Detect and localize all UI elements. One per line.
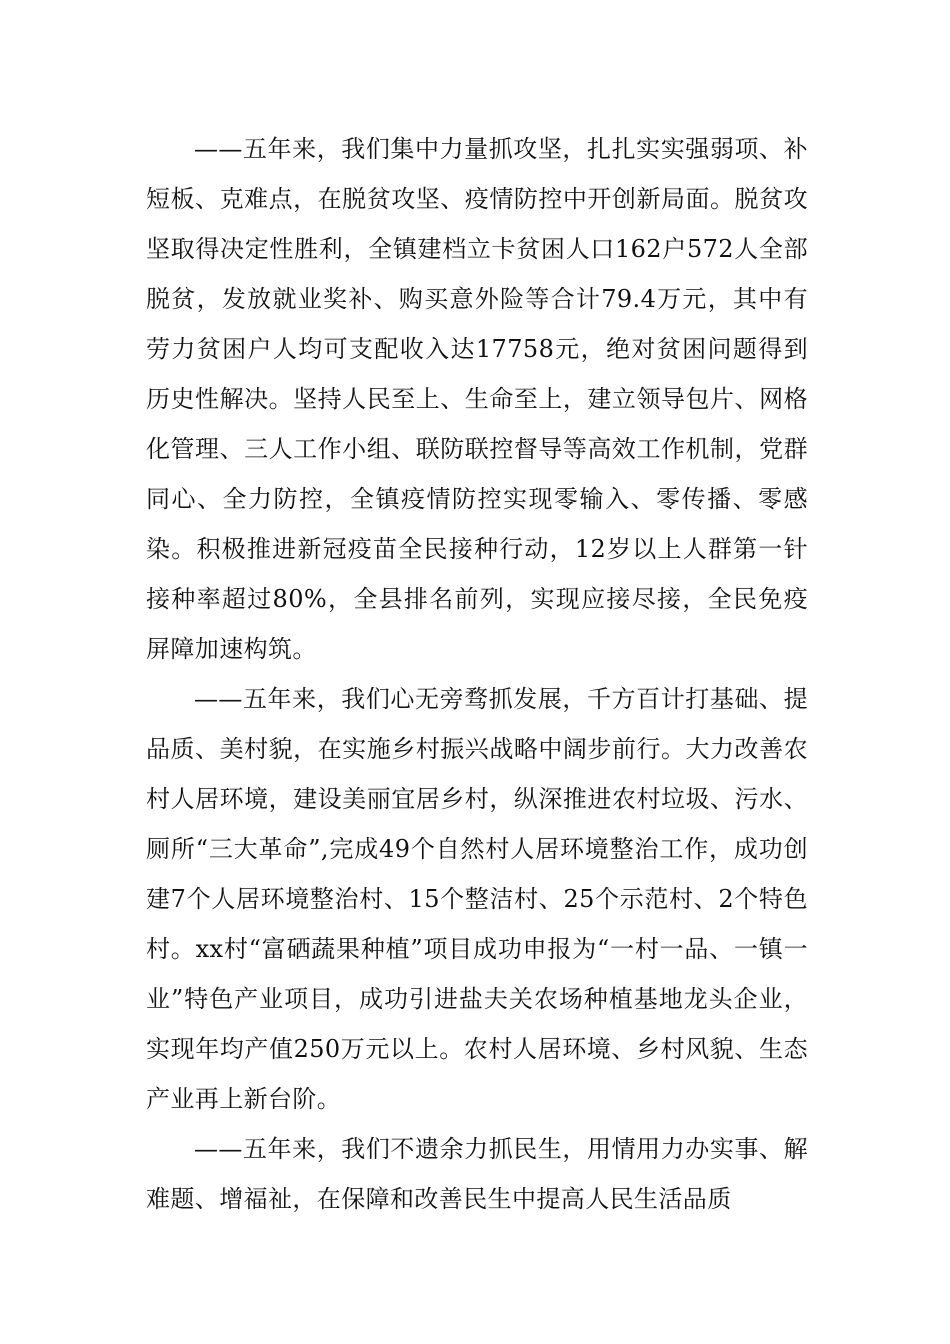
paragraph-poverty-epidemic: ——五年来，我们集中力量抓攻坚，扎扎实实强弱项、补短板、克难点，在脱贫攻坚、疫情防控中开创新局面。脱贫攻坚取得决定性胜利，全镇建档立卡贫困人口162户572人全部脱贫，发放就业奖补、购买意外险等合计79.4万元，其中有劳力贫困户人均可支配收入达17758元，绝对贫困问题得到历史性解决。坚持人民至上、生命至上，建立领导包片、网格化管理、三人工作小组、联防联控督导等高效工作机制，党群同心、全力防控，全镇疫情防控实现零输入、零传播、零感染。积极推进新冠疫苗全民接种行动，12岁以上人群第一针接种率超过80%，全县排名前列，实现应接尽接，全民免疫屏障加速构筑。 [146, 135, 808, 663]
document-page [146, 124, 808, 1324]
paragraph-livelihood: ——五年来，我们不遗余力抓民生，用情用力办实事、解难题、增福祉，在保障和改善民生中提高人民生活品质 [146, 1135, 808, 1213]
paragraph-rural-revitalization: ——五年来，我们心无旁骛抓发展，千方百计打基础、提品质、美村貌，在实施乡村振兴战略中阔步前行。大力改善农村人居环境，建设美丽宜居乡村，纵深推进农村垃圾、污水、厕所“三大革命”,完成49个自然村人居环境整治工作，成功创建7个人居环境整治村、15个整洁村、25个示范村、2个特色村。xx村“富硒蔬果种植”项目成功申报为“一村一品、一镇一业”特色产业项目，成功引进盐夫关农场种植基地龙头企业，实现年均产值250万元以上。农村人居环境、乡村风貌、生态产业再上新台阶。 [146, 685, 808, 1113]
